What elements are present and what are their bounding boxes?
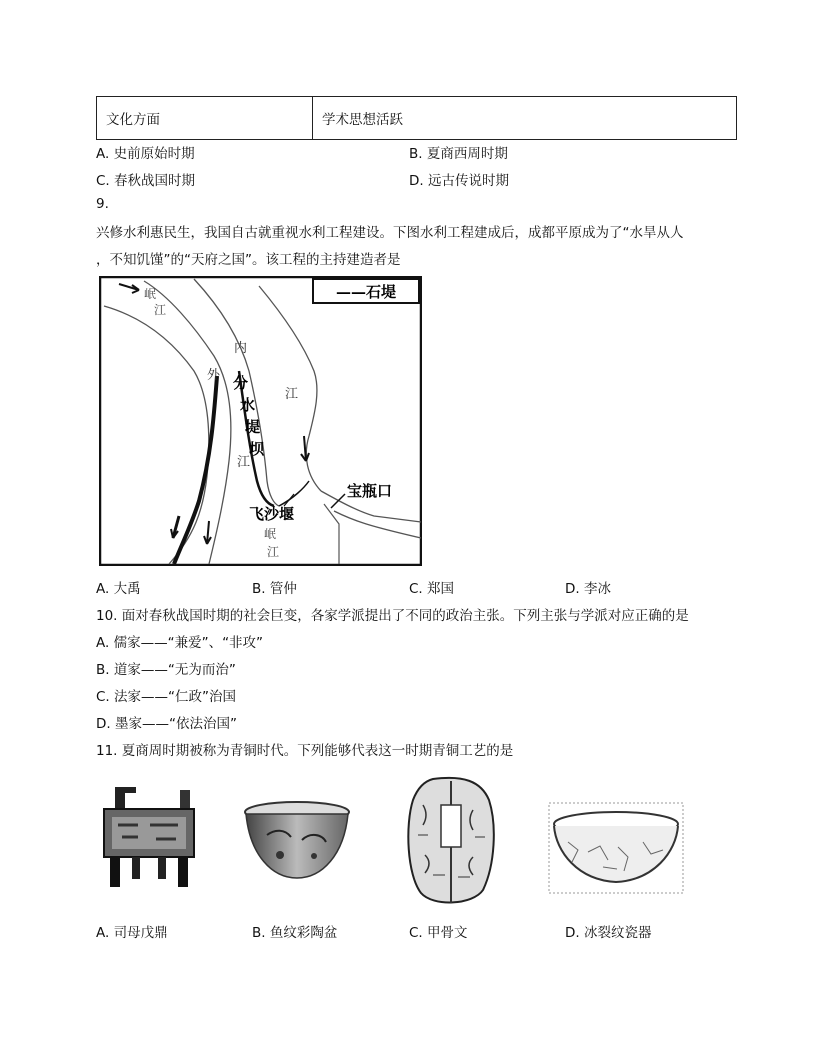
map-label-fen4: 坝 <box>249 440 265 458</box>
q8-option-b[interactable]: B. 夏商西周时期 <box>409 146 508 162</box>
dujiangyan-map <box>99 276 422 566</box>
map-legend: ——石堤 <box>335 283 397 301</box>
fish-pattern-pottery-basin-image <box>242 800 352 882</box>
table-cell-left: 文化方面 <box>97 97 313 140</box>
q8-option-a[interactable]: A. 史前原始时期 <box>96 146 195 162</box>
q10-option-c[interactable]: C. 法家——“仁政”治国 <box>96 689 236 705</box>
oracle-bone-image <box>403 775 499 908</box>
map-label-fen3: 堤 <box>245 418 261 436</box>
table-cell-right: 学术思想活跃 <box>313 97 737 140</box>
map-label-min-top: 岷 <box>144 287 157 301</box>
q9-option-c[interactable]: C. 郑国 <box>409 581 455 597</box>
map-label-nei: 内 <box>234 341 248 356</box>
map-label-fen1: 分 <box>233 374 249 392</box>
q8-option-c[interactable]: C. 春秋战国时期 <box>96 173 196 189</box>
q9-number: 9. <box>96 196 109 212</box>
q9-stem-line1: 兴修水利惠民生，我国自古就重视水利工程建设。下图水利工程建成后，成都平原成为了“水旱从人 <box>96 225 684 241</box>
q11-stem: 11. 夏商周时期被称为青铜时代。下列能够代表这一时期青铜工艺的是 <box>96 743 514 759</box>
map-label-jiang-nei: 江 <box>285 387 299 402</box>
crackle-glaze-porcelain-image <box>548 802 684 894</box>
q9-option-b[interactable]: B. 管仲 <box>252 581 297 597</box>
q9-option-d[interactable]: D. 李冰 <box>565 581 611 597</box>
q11-option-a[interactable]: A. 司母戊鼎 <box>96 925 168 941</box>
q11-option-c[interactable]: C. 甲骨文 <box>409 925 468 941</box>
map-label-baopingkou: 宝瓶口 <box>347 482 393 500</box>
q10-option-a[interactable]: A. 儒家——“兼爱”、“非攻” <box>96 635 264 651</box>
q8-option-d[interactable]: D. 远古传说时期 <box>409 173 509 189</box>
q10-option-d[interactable]: D. 墨家——“依法治国” <box>96 716 237 732</box>
q9-stem-line2: ，不知饥馑”的“天府之国”。该工程的主持建造者是 <box>96 252 401 268</box>
simuwu-ding-image <box>100 785 198 890</box>
map-label-fen2: 水 <box>240 396 256 414</box>
summary-table <box>96 96 737 140</box>
map-label-jiang-top: 江 <box>154 303 167 317</box>
q10-stem: 10. 面对春秋战国时期的社会巨变，各家学派提出了不同的政治主张。下列主张与学派对应正确的是 <box>96 608 689 624</box>
map-label-min-bottom: 岷 <box>264 527 277 541</box>
map-label-feishayan: 飞沙堰 <box>249 505 295 523</box>
map-label-jiang-bottom: 江 <box>267 545 280 559</box>
q11-option-d[interactable]: D. 冰裂纹瓷器 <box>565 925 652 941</box>
q10-option-b[interactable]: B. 道家——“无为而治” <box>96 662 236 678</box>
q11-option-b[interactable]: B. 鱼纹彩陶盆 <box>252 925 338 941</box>
map-label-jiang-wai: 江 <box>237 455 251 470</box>
map-label-wai: 外 <box>207 368 221 383</box>
q9-option-a[interactable]: A. 大禹 <box>96 581 141 597</box>
